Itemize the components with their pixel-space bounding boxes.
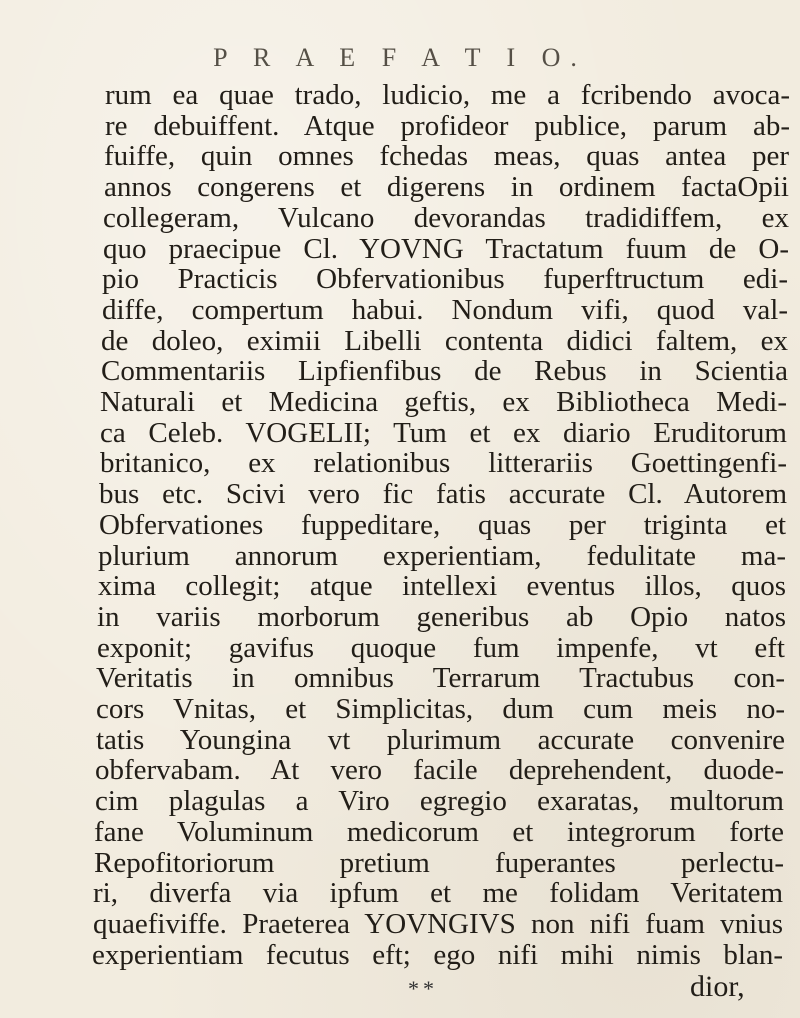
text-line: fuiffe, quin omnes fchedas meas, quas antea per xyxy=(104,140,789,173)
text-line: ri, diverfa via ipfum et me folidam Veritatem xyxy=(93,877,783,910)
text-line: in variis morborum generibus ab Opio natos xyxy=(97,600,786,633)
catchword: dior, xyxy=(690,970,745,1003)
text-line: quaefiviffe. Praeterea YOVNGIVS non nifi fuam vnius xyxy=(93,907,783,940)
text-line: Commentariis Lipfienfibus de Rebus in Scientia xyxy=(101,355,788,388)
text-line: bus etc. Scivi vero fic fatis accurate Cl. Autorem xyxy=(99,478,787,511)
text-line: plurium annorum experientiam, fedulitate ma- xyxy=(98,539,786,572)
text-line: tatis Youngina vt plurimum accurate convenire xyxy=(96,723,785,756)
text-line: de doleo, eximii Libelli contenta didici faltem, ex xyxy=(101,324,788,357)
text-line: fane Voluminum medicorum et integrorum forte xyxy=(94,815,784,848)
text-line: Veritatis in omnibus Terrarum Tractubus con- xyxy=(96,662,785,695)
text-line: cim plagulas a Viro egregio exaratas, multorum xyxy=(95,785,784,818)
text-line: collegeram, Vulcano devorandas tradidiffem, ex xyxy=(103,201,789,234)
text-line: rum ea quae trado, ludicio, me a fcribendo avoca- xyxy=(105,79,790,111)
text-line: pio Practicis Obfervationibus fuperftructum edi- xyxy=(102,263,788,296)
text-line: diffe, compertum habui. Nondum vifi, quod val- xyxy=(102,293,788,326)
text-line: Obfervationes fuppeditare, quas per triginta et xyxy=(99,508,786,541)
text-line: obfervabam. At vero facile deprehendent, duode- xyxy=(95,754,784,787)
text-line: Naturali et Medicina geftis, ex Bibliotheca Medi- xyxy=(100,386,787,418)
text-line: quo praecipue Cl. YOVNG Tractatum fuum de O- xyxy=(103,232,789,265)
text-line: experientiam fecutus eft; ego nifi mihi nimis blan- xyxy=(92,938,783,971)
text-line: annos congerens et digerens in ordinem factaOpii xyxy=(104,171,789,204)
text-line: britanico, ex relationibus litterariis Goettingenfi- xyxy=(100,447,787,480)
text-line: cors Vnitas, et Simplicitas, dum cum meis no- xyxy=(96,693,785,725)
text-line: re debuiffent. Atque profideor publice, parum ab- xyxy=(105,109,790,142)
text-line: ca Celeb. VOGELII; Tum et ex diario Eruditorum xyxy=(100,416,787,449)
text-line: Repofitoriorum pretium fuperantes perlectu- xyxy=(94,846,784,879)
signature-mark: ** xyxy=(408,976,438,1001)
text-line: xima collegit; atque intellexi eventus illos, quos xyxy=(98,570,786,603)
text-line: exponit; gavifus quoque fum impenfe, vt eft xyxy=(97,631,785,664)
running-head: P R A E F A T I O. xyxy=(213,43,587,72)
